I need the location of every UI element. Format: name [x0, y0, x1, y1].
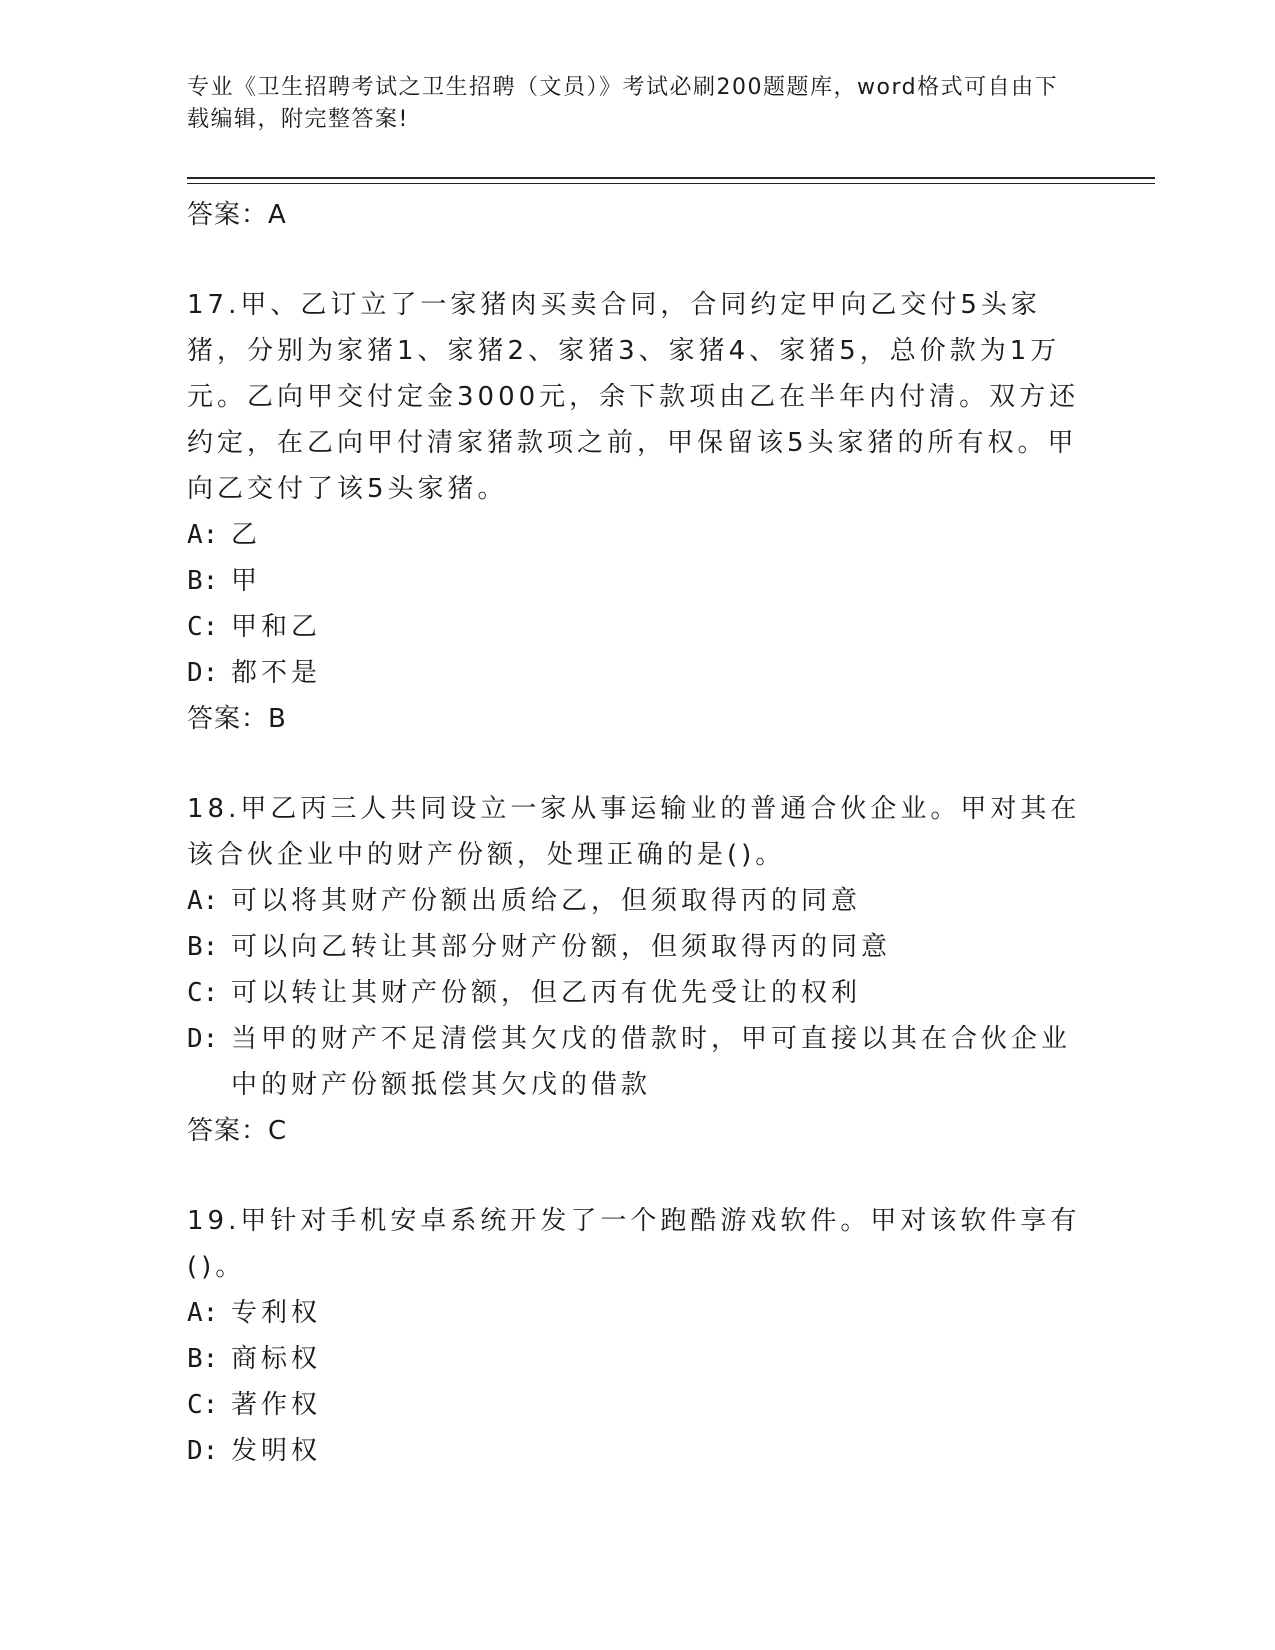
option-text: 专利权	[231, 1298, 322, 1328]
option-letter: A:	[187, 886, 219, 916]
option-text: 发明权	[231, 1436, 322, 1466]
question-stem: 18.甲乙丙三人共同设立一家从事运输业的普通合伙企业。甲对其在该合伙企业中的财产份额，处理正确的是()。	[187, 794, 1081, 870]
option-letter: D:	[187, 658, 219, 688]
answer-label: 答案：A	[187, 200, 287, 230]
option-b	[187, 924, 1087, 970]
option-a	[187, 512, 1087, 558]
option-letter: B:	[187, 1344, 219, 1374]
option-letter: A:	[187, 520, 219, 550]
option-letter: C:	[187, 612, 219, 642]
question-17	[187, 282, 1087, 742]
option-text: 著作权	[231, 1390, 322, 1420]
option-letter: C:	[187, 978, 219, 1008]
option-letter: C:	[187, 1390, 219, 1420]
document-header: 专业《卫生招聘考试之卫生招聘（文员）》考试必刷200题题库，word格式可自由下载编辑，附完整答案!	[187, 75, 1059, 132]
option-text: 都不是	[231, 658, 322, 688]
option-b	[187, 1336, 1087, 1382]
option-d	[187, 1016, 1087, 1108]
question-18	[187, 786, 1087, 1154]
option-text: 甲和乙	[231, 612, 322, 642]
option-text: 可以转让其财产份额，但乙丙有优先受让的权利	[231, 978, 862, 1008]
header-rule-thick	[187, 177, 1155, 179]
option-a	[187, 1290, 1087, 1336]
option-letter: D:	[187, 1436, 219, 1466]
option-text: 可以将其财产份额出质给乙，但须取得丙的同意	[231, 886, 862, 916]
question-stem: 19.甲针对手机安卓系统开发了一个跑酷游戏软件。甲对该软件享有()。	[187, 1206, 1081, 1282]
question-stem: 17.甲、乙订立了一家猪肉买卖合同，合同约定甲向乙交付5头家猪，分别为家猪1、家猪2、家猪3、家猪4、家猪5，总价款为1万元。乙向甲交付定金3000元，余下款项由乙在半年内付清。双方还约定，在乙向甲付清家猪款项之前，甲保留该5头家猪的所有权。甲向乙交付了该5头家猪。	[187, 290, 1080, 504]
option-letter: D:	[187, 1024, 219, 1054]
option-c	[187, 1382, 1087, 1428]
option-text: 甲	[231, 566, 262, 596]
option-text: 商标权	[231, 1344, 322, 1374]
option-text: 乙	[231, 520, 262, 550]
answer-label: 答案：B	[187, 704, 287, 734]
option-letter: B:	[187, 566, 219, 596]
option-d	[187, 650, 1087, 696]
option-text: 当甲的财产不足清偿其欠戊的借款时，甲可直接以其在合伙企业中的财产份额抵偿其欠戊的借款	[231, 1024, 1072, 1100]
option-letter: B:	[187, 932, 219, 962]
document-body	[187, 188, 1087, 1474]
answer-label: 答案：C	[187, 1116, 288, 1146]
option-letter: A:	[187, 1298, 219, 1328]
option-b	[187, 558, 1087, 604]
question-19	[187, 1198, 1087, 1474]
option-c	[187, 604, 1087, 650]
option-a	[187, 878, 1087, 924]
option-d	[187, 1428, 1087, 1474]
option-c	[187, 970, 1087, 1016]
header-rule-thin	[187, 183, 1155, 184]
option-text: 可以向乙转让其部分财产份额，但须取得丙的同意	[231, 932, 892, 962]
